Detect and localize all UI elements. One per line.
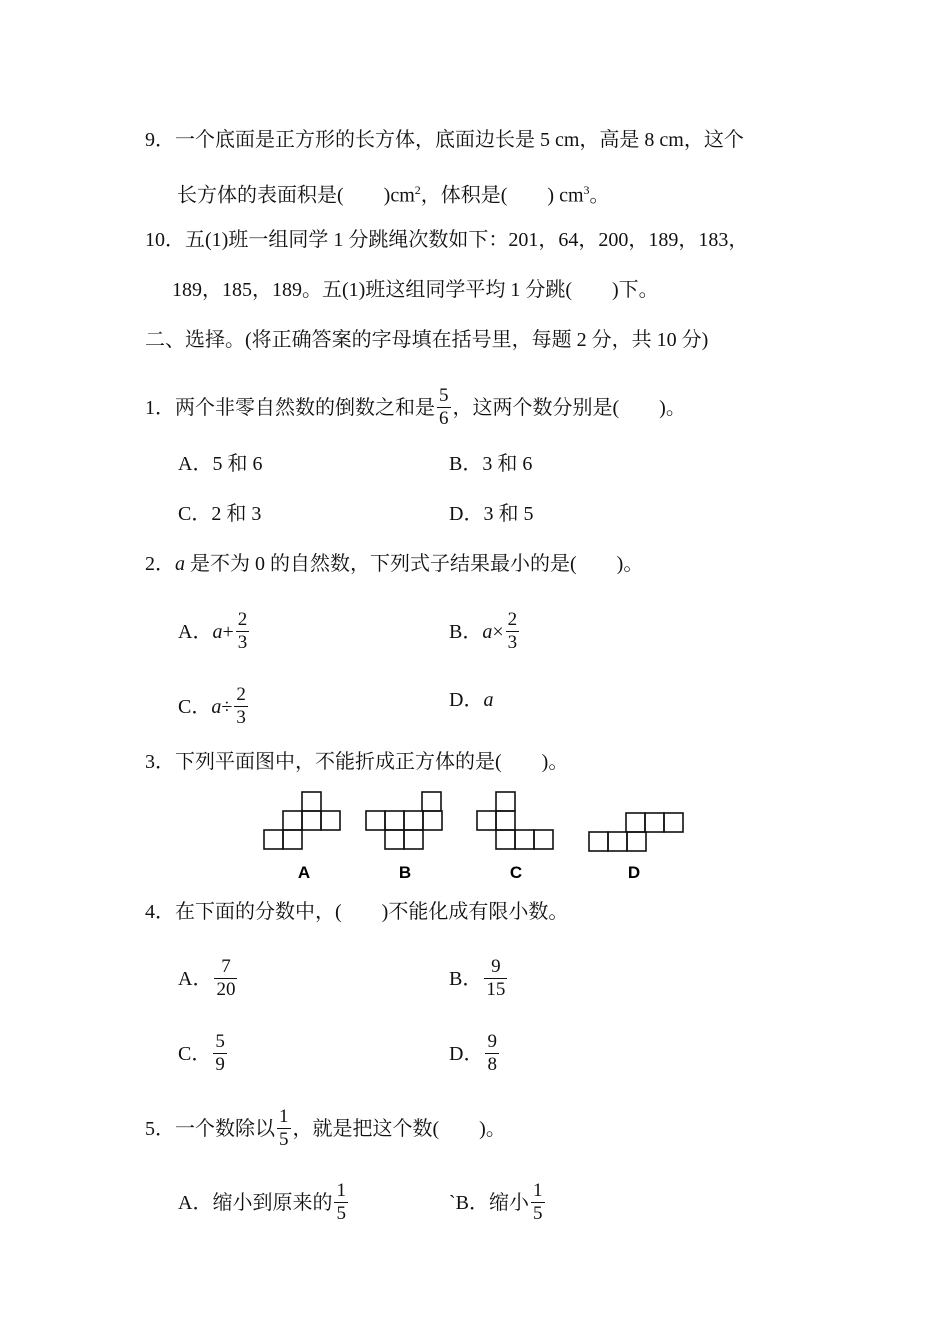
c2-option-b-var: a — [482, 621, 493, 644]
c1-option-a — [178, 450, 262, 478]
c1-option-b-text: B．3 和 6 — [449, 453, 533, 475]
c4-option-b-fraction — [484, 956, 507, 1001]
c1-fraction — [437, 385, 451, 430]
cube-net-d — [589, 813, 683, 851]
c4-stem — [145, 898, 568, 926]
net-label-c: C — [509, 863, 523, 882]
c2-option-a-fraction — [236, 609, 250, 654]
c2-option-b-label: B． — [449, 621, 483, 644]
q9-sup2: 2 — [414, 183, 421, 197]
c4-b-num: 9 — [491, 956, 501, 977]
c5-b-den: 5 — [533, 1203, 543, 1224]
q9-line1 — [145, 126, 744, 154]
cube-nets-figure — [262, 788, 692, 884]
c2-c-frac-den: 3 — [236, 707, 246, 728]
c1-option-c-text: C．2 和 3 — [178, 503, 262, 525]
cube-net-b — [366, 792, 442, 849]
section2-heading — [145, 326, 708, 354]
q10-line2 — [172, 276, 659, 304]
c2-option-c-label: C． — [178, 696, 212, 719]
c2-a-frac-den: 3 — [237, 632, 248, 653]
c5-stem-b: ，就是把这个数( )。 — [292, 1118, 506, 1141]
c1-option-d — [449, 500, 533, 528]
c5-frac-den: 5 — [279, 1129, 289, 1150]
c2-b-frac-den: 3 — [507, 632, 518, 653]
c2-option-a-label: A． — [178, 621, 213, 644]
c5-b-num: 1 — [533, 1180, 543, 1201]
c5-stem-a: 5．一个数除以 — [145, 1118, 275, 1141]
c2-stem-rest: 是不为 0 的自然数，下列式子结果最小的是( )。 — [185, 553, 644, 575]
c4-option-c — [178, 1033, 229, 1078]
c1-option-a-text: A．5 和 6 — [178, 453, 263, 475]
q9-sup3: 3 — [583, 183, 590, 197]
c2-option-a — [178, 611, 251, 656]
c2-option-d-var: a — [483, 689, 494, 711]
net-label-a: A — [297, 863, 311, 882]
c2-a-frac-num: 2 — [237, 609, 248, 630]
c4-option-b — [449, 958, 509, 1003]
q9-text-2b: ，体积是( ) cm — [420, 184, 584, 207]
c5-option-b-fraction — [531, 1180, 545, 1225]
c5-option-b — [449, 1182, 547, 1227]
c5-option-a-text: A．缩小到原来的 — [178, 1192, 333, 1215]
c5-a-den: 5 — [336, 1203, 346, 1224]
c2-b-frac-num: 2 — [507, 609, 518, 630]
c4-a-den: 20 — [216, 979, 236, 1000]
c2-option-a-op: + — [222, 621, 234, 644]
c5-option-a — [178, 1182, 350, 1227]
c4-d-den: 8 — [487, 1054, 497, 1075]
c2-option-d — [449, 686, 493, 714]
cube-net-a — [264, 792, 340, 849]
c1-option-c — [178, 500, 261, 528]
c4-option-c-label: C． — [178, 1043, 212, 1066]
q9-text-2a: 长方体的表面积是( )cm — [177, 184, 415, 207]
c4-option-a-fraction — [214, 956, 237, 1001]
c4-stem-text: 4．在下面的分数中，( )不能化成有限小数。 — [145, 901, 569, 923]
q9-line2 — [177, 176, 610, 210]
net-label-b: B — [398, 863, 412, 882]
c2-option-b — [449, 611, 521, 656]
c2-option-b-op: × — [492, 621, 504, 644]
c5-option-b-text: `B．缩小 — [449, 1192, 529, 1215]
c4-d-num: 9 — [487, 1031, 497, 1052]
c2-option-d-label: D． — [449, 689, 484, 711]
net-label-d: D — [627, 863, 641, 882]
c5-stem — [145, 1108, 506, 1153]
q10-text-1: 10．五(1)班一组同学 1 分跳绳次数如下：201，64，200，189，183， — [145, 229, 749, 251]
section2-heading-text: 二、选择。(将正确答案的字母填在括号里，每题 2 分，共 10 分) — [145, 329, 709, 351]
c1-stem-b: ，这两个数分别是( )。 — [452, 397, 686, 420]
c1-frac-num: 5 — [439, 385, 449, 406]
c5-a-num: 1 — [336, 1180, 346, 1201]
c5-frac-num: 1 — [279, 1106, 289, 1127]
c4-option-d — [449, 1033, 501, 1078]
c4-option-a-label: A． — [178, 968, 213, 991]
c1-option-b — [449, 450, 532, 478]
c1-frac-den: 6 — [439, 408, 449, 429]
c2-option-b-fraction — [506, 609, 520, 654]
c2-stem — [145, 550, 643, 578]
c4-b-den: 15 — [486, 979, 506, 1000]
q9-text-1: 9．一个底面是正方形的长方体，底面边长是 5 cm，高是 8 cm，这个 — [145, 129, 744, 151]
c4-c-den: 9 — [215, 1054, 225, 1075]
c4-option-d-label: D． — [449, 1043, 484, 1066]
c2-stem-var: a — [175, 553, 185, 575]
c5-fraction — [277, 1106, 291, 1151]
q10-text-2: 189，185，189。五(1)班这组同学平均 1 分跳( )下。 — [172, 279, 659, 301]
c4-a-num: 7 — [221, 956, 231, 977]
c4-option-b-label: B． — [449, 968, 483, 991]
q10-line1 — [145, 226, 748, 254]
cube-net-c — [477, 792, 553, 849]
c3-stem — [145, 748, 568, 776]
c2-stem-num: 2． — [145, 553, 175, 575]
c3-stem-text: 3．下列平面图中，不能折成正方体的是( )。 — [145, 751, 569, 773]
c2-option-a-var: a — [212, 621, 223, 644]
c1-stem — [145, 387, 686, 432]
c2-c-frac-num: 2 — [236, 684, 246, 705]
c2-option-c-op: ÷ — [221, 696, 233, 719]
c4-option-c-fraction — [213, 1031, 227, 1076]
c4-option-d-fraction — [485, 1031, 499, 1076]
c1-option-d-text: D．3 和 5 — [449, 503, 534, 525]
c2-option-c-var: a — [211, 696, 222, 719]
c1-stem-a: 1．两个非零自然数的倒数之和是 — [145, 397, 435, 420]
c4-option-a — [178, 958, 239, 1003]
q9-text-2c: 。 — [589, 184, 610, 207]
c5-option-a-fraction — [334, 1180, 348, 1225]
c2-option-c — [178, 686, 250, 731]
c2-option-c-fraction — [234, 684, 248, 729]
c4-c-num: 5 — [215, 1031, 225, 1052]
